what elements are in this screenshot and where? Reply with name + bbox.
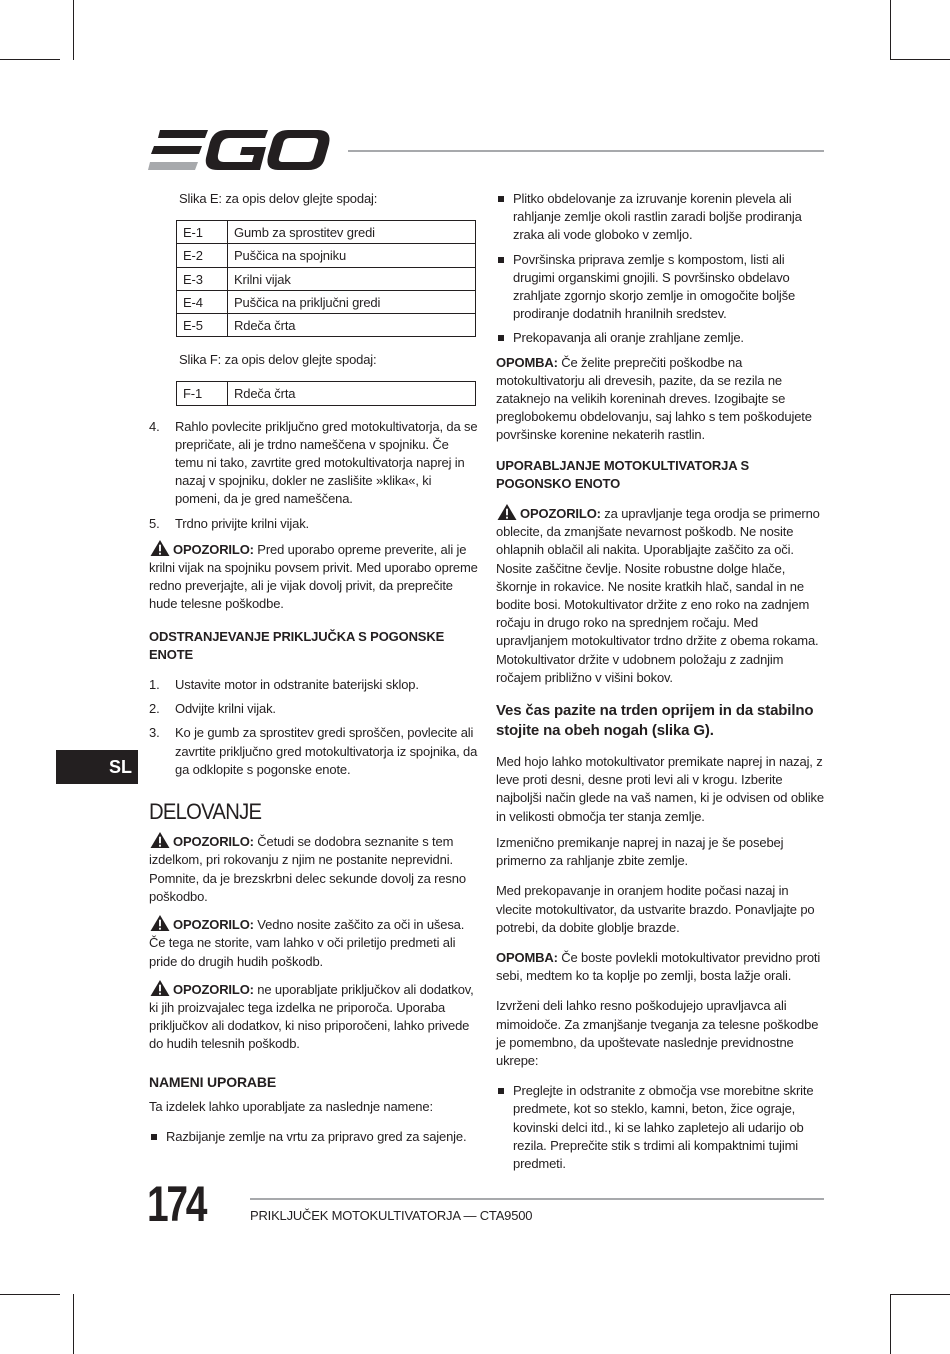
list-item	[149, 724, 479, 779]
crop-mark	[0, 1294, 60, 1295]
crop-mark	[0, 59, 60, 60]
warning-paragraph	[149, 539, 479, 614]
warning-triangle-icon	[149, 914, 171, 932]
intended-use-list	[149, 1128, 479, 1146]
note-text: Če želite preprečiti poškodbe na motokultivatorju ali drevesih, pazite, da se rezila ne zataknejo na velikih koreninah dreves. Izogibajte se preglobokemu obdelovanju, saj lahko s tem poškodujete površinske korenine nekaterih rastlin.	[496, 354, 812, 443]
note-label: OPOMBA:	[496, 949, 558, 965]
intended-use-intro: Ta izdelek lahko uporabljate za naslednje namene:	[149, 1098, 433, 1114]
crop-mark	[73, 0, 74, 60]
warning-paragraph	[149, 979, 479, 1054]
footing-heading: Ves čas pazite na trden oprijem in da stabilno stojite na obeh nogah (slika G).	[496, 702, 814, 740]
list-item	[149, 1128, 479, 1146]
footer-title: PRIKLJUČEK MOTOKULTIVATORJA — CTA9500	[250, 1208, 533, 1223]
square-bullet-icon	[498, 1088, 504, 1094]
warning-paragraph	[149, 914, 479, 971]
warning-label: OPOZORILO:	[520, 506, 601, 522]
warning-text: Vedno nosite zaščito za oči in ušesa. Če tega ne storite, vam lahko v oči priletijo predmeti ali pride do drugih hudih poškodb.	[149, 917, 465, 969]
part-label: Rdeča črta	[228, 382, 476, 405]
part-label: Gumb za sprostitev gredi	[228, 221, 476, 244]
crop-mark	[73, 1294, 74, 1354]
list-item-text: Površinska priprava zemlje s kompostom, listi ali drugimi organskimi gnojili. S površinsko obdelavo zrahljate zgornjo skorjo zemlje in omogočite boljše prodiranje dodatnih hranilnih sredstev.	[513, 251, 796, 322]
list-item-text: Plitko obdelovanje za izruvanje korenin plevela ali rahljanje zemlje okoli rastlin zaradi boljše prodiranja zraka ali vode globoko v zemljo.	[513, 191, 802, 243]
intended-use-heading: NAMENI UPORABE	[149, 1073, 277, 1090]
list-item	[149, 676, 479, 694]
step-number: 5.	[149, 515, 160, 531]
note-paragraph	[496, 354, 824, 445]
language-tab: SL	[56, 750, 138, 784]
warning-label: OPOZORILO:	[173, 917, 254, 933]
list-item-text: Preglejte in odstranite z območja vse morebitne skrite predmete, kot so steklo, kamni, beton, žice ograje, kovinski delci itd., ki se lahko zapletejo ali udarijo ob rezila. Preprečite stik s trdimi ali kompaktnimi tujimi predmeti.	[513, 1083, 814, 1171]
part-code: E-4	[177, 290, 228, 313]
removal-steps	[149, 676, 479, 779]
list-item-text: Razbijanje zemlje na vrtu za pripravo gred za sajenje.	[166, 1128, 467, 1144]
warning-text: ne uporabljate priključkov ali dodatkov, ki jih proizvajalec tega izdelka ne priporoča. Uporaba priključkov ali dodatkov, ki niso priporočeni, lahko privede do hudih telesnih poškodb.	[149, 981, 474, 1052]
note-label: OPOMBA:	[496, 354, 558, 370]
left-column	[149, 190, 479, 1152]
note-text: Če boste povlekli motokultivator previdno proti sebi, medtem ko ta koplje po zemlji, bosta lažje orali.	[496, 949, 821, 984]
part-label: Krilni vijak	[228, 267, 476, 290]
intended-use-list-continued	[496, 190, 824, 348]
part-code: E-3	[177, 267, 228, 290]
warning-triangle-icon	[149, 539, 171, 557]
part-code: E-1	[177, 221, 228, 244]
warning-paragraph	[149, 831, 479, 906]
part-code: E-2	[177, 244, 228, 267]
square-bullet-icon	[498, 257, 504, 263]
warning-text: Pred uporabo opreme preverite, ali je krilni vijak na spojniku povsem privit. Med uporabo opreme redno preverjajte, ali je vijak dovolj privit, da preprečite hude telesne poškodbe.	[149, 541, 478, 612]
crop-mark	[890, 59, 950, 60]
part-code: E-5	[177, 314, 228, 337]
part-label: Puščica na spojniku	[228, 244, 476, 267]
crop-mark	[890, 1294, 950, 1295]
table-row	[177, 221, 476, 244]
header-rule	[348, 150, 824, 152]
step-text: Ustavite motor in odstranite baterijski sklop.	[175, 677, 419, 693]
step-text: Trdno privijte krilni vijak.	[175, 515, 310, 531]
step-number: 4.	[149, 418, 160, 434]
table-row	[177, 244, 476, 267]
part-label: Puščica na priključni gredi	[228, 290, 476, 313]
part-code: F-1	[177, 382, 228, 405]
using-heading: UPORABLJANJE MOTOKULTIVATORJA S POGONSKO ENOTO	[496, 457, 749, 491]
warning-text: Četudi se dodobra seznanite s tem izdelkom, pri rokovanju z njim ne postanite neprevidni. Pomnite, da je brezskrbni delec sekunde dovolj za resno poškodbo.	[149, 834, 466, 904]
warning-label: OPOZORILO:	[173, 541, 254, 557]
section-title: DELOVANJE	[149, 799, 262, 825]
body-paragraph: Izvrženi deli lahko resno poškodujejo upravljavca ali mimoidoče. Za zmanjšanje tveganja za telesne poškodbe je pomembno, da upoštevate naslednje previdnostne ukrepe:	[496, 998, 819, 1068]
warning-label: OPOZORILO:	[173, 834, 254, 850]
crop-mark	[890, 0, 891, 60]
step-text: Ko je gumb za sprostitev gredi sproščen, povlecite ali zavrtite priključno gred motokultivatorja iz spojnika, da ga odklopite s pogonske enote.	[175, 725, 478, 777]
list-item	[149, 515, 479, 533]
warning-triangle-icon	[149, 831, 171, 849]
note-paragraph	[496, 949, 824, 985]
install-steps-continued	[149, 418, 479, 533]
warning-paragraph	[496, 503, 824, 687]
page-number: 174	[147, 1176, 206, 1232]
part-label: Rdeča črta	[228, 314, 476, 337]
table-row	[177, 314, 476, 337]
figure-e-caption: Slika E: za opis delov glejte spodaj:	[179, 191, 378, 206]
table-row	[177, 382, 476, 405]
warning-triangle-icon	[149, 979, 171, 997]
body-paragraph: Med hojo lahko motokultivator premikate naprej in nazaj, z leve proti desni, desne proti levi ali v krogu. Izberite najboljši način glede na vaš namen, ki je odvisen od oblike in velikosti območja ter stanja zemlje.	[496, 754, 824, 824]
step-number: 3.	[149, 725, 160, 741]
step-number: 2.	[149, 701, 160, 717]
removal-heading: ODSTRANJEVANJE PRIKLJUČKA S POGONSKE ENOTE	[149, 628, 445, 662]
table-row	[177, 267, 476, 290]
list-item	[496, 1082, 824, 1173]
list-item	[496, 190, 824, 245]
footer-rule	[250, 1198, 824, 1200]
precaution-list	[496, 1082, 824, 1173]
crop-mark	[890, 1294, 891, 1354]
list-item	[496, 329, 824, 347]
warning-triangle-icon	[496, 503, 518, 521]
right-column	[496, 190, 824, 1179]
list-item-text: Prekopavanja ali oranje zrahljane zemlje.	[513, 330, 744, 346]
body-paragraph: Izmenično premikanje naprej in nazaj je še posebej primerno za rahljanje zbite zemlje.	[496, 834, 784, 869]
figure-f-caption: Slika F: za opis delov glejte spodaj:	[179, 352, 377, 368]
list-item	[149, 700, 479, 718]
square-bullet-icon	[498, 335, 504, 341]
list-item	[496, 251, 824, 324]
list-item	[149, 418, 479, 509]
table-row	[177, 290, 476, 313]
warning-text: za upravljanje tega orodja se primerno oblecite, da zmanjšate nevarnost poškodb. Ne nosite ohlapnih oblačil ali nakita. Uporabljajte zaščito za oči. Nosite zaščitne čevlje. Nosite robustne dolge hlače, škornje in rokavice. Ne nosite kratkih hlač, sandal in ne bodite bosi. Motokultivator držite z eno roko na zadnjem ročaju in drugo roko na sprednjem ročaju. Med upravljanjem motokultivator trdno držite z obema rokama. Motokultivator držite v udobnem položaju z zadnjim ročajem približno v višini bokov.	[496, 506, 820, 685]
step-text: Rahlo povlecite priključno gred motokultivatorja, da se prepričate, ali je trdno nameščena v spojniku. Če temu ni tako, zavrtite gred motokultivatorja naprej in nazaj v spojniku, dokler ne zaslišite »klika«, ki pomeni, da je gred nameščena.	[175, 418, 478, 507]
ego-logo	[148, 128, 332, 174]
step-number: 1.	[149, 677, 160, 693]
warning-label: OPOZORILO:	[173, 981, 254, 997]
step-text: Odvijte krilni vijak.	[175, 701, 276, 717]
square-bullet-icon	[151, 1134, 157, 1140]
body-paragraph: Med prekopavanje in oranjem hodite počasi nazaj in vlecite motokultivator, da ustvarite brazdo. Ponavljajte po potrebi, da dobite globlje brazde.	[496, 883, 815, 935]
figure-f-parts-table	[176, 381, 476, 405]
square-bullet-icon	[498, 196, 504, 202]
figure-e-parts-table	[176, 220, 476, 337]
